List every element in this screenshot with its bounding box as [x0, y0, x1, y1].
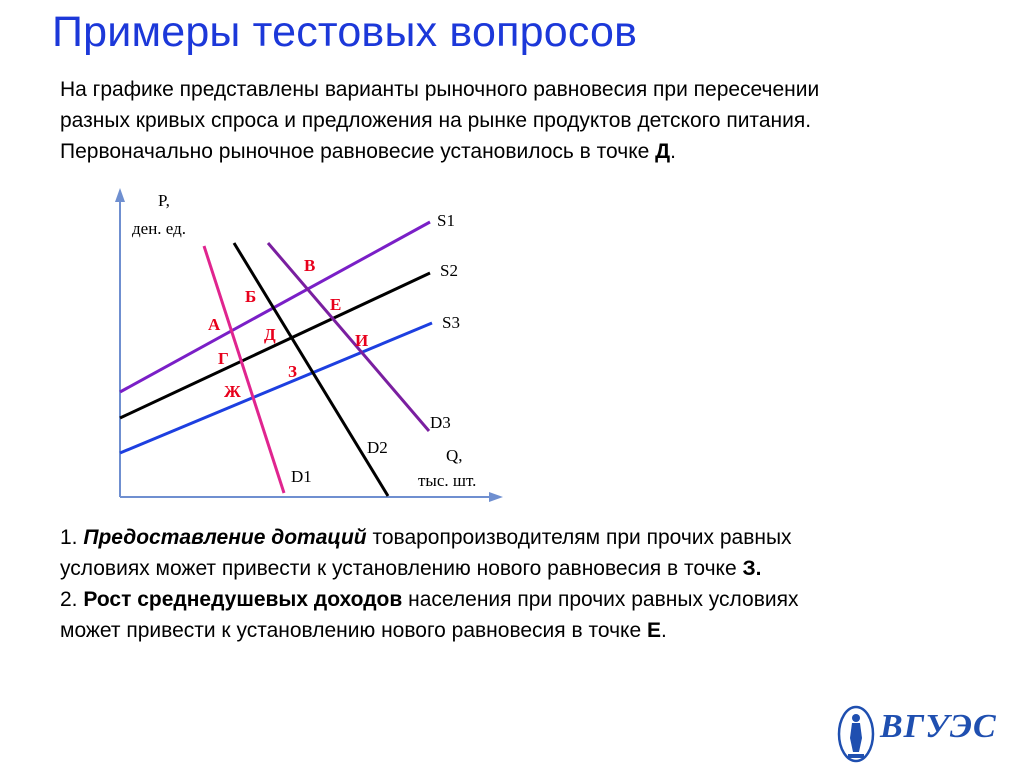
demand-curve-d1-label: D1 [291, 467, 312, 486]
supply-curve-s1-label: S1 [437, 211, 455, 230]
question-2-rest: населения при прочих равных условиях [402, 588, 799, 611]
question-1-line-2-text: условиях может привести к установлению нового равновесия в точке [60, 557, 743, 580]
supply-curve-s2 [120, 273, 430, 418]
demand-curve-d2 [234, 243, 388, 496]
supply-curve-s3 [120, 323, 432, 453]
y-axis-arrow-icon [115, 188, 125, 202]
question-1-line-2 [60, 553, 1010, 584]
x-axis-label-line-2: тыс. шт. [418, 471, 477, 490]
y-axis-label-line-2: ден. ед. [132, 219, 187, 238]
point-label-zh: Ж [224, 382, 241, 401]
statue-emblem-icon [836, 704, 876, 764]
question-1-answer: З. [742, 557, 762, 580]
question-2-line-2 [60, 615, 1010, 646]
question-2-keyword: Рост среднедушевых доходов [83, 588, 403, 611]
point-label-z: З [288, 362, 297, 381]
y-axis-label-line-1: P, [158, 191, 170, 210]
point-label-d: Д [264, 325, 276, 344]
question-1-number: 1. [60, 526, 84, 549]
point-label-v: В [304, 256, 316, 275]
point-label-e: Е [330, 295, 342, 314]
logo-wordmark: ВГУЭС [880, 708, 997, 745]
supply-curve-s2-label: S2 [440, 261, 458, 280]
page-title: Примеры тестовых вопросов [52, 8, 638, 56]
point-label-i: И [355, 331, 369, 350]
x-axis-arrow-icon [489, 492, 503, 502]
question-2-answer: Е [646, 619, 661, 642]
initial-point-label: Д [655, 140, 671, 163]
question-1-line-1 [60, 522, 1010, 553]
point-label-g: Г [218, 349, 229, 368]
question-2-line-2-text: может привести к установлению нового равновесия в точке [60, 619, 647, 642]
university-logo [836, 704, 996, 764]
intro-line-3-suffix: . [670, 140, 676, 163]
question-2-number: 2. [60, 588, 84, 611]
demand-curve-d1 [204, 246, 284, 493]
demand-curve-d2-label: D2 [367, 438, 388, 457]
point-label-b: Б [245, 287, 257, 306]
question-2-end: . [660, 619, 667, 642]
x-axis-label-line-1: Q, [446, 446, 463, 465]
intro-line-3-prefix: Первоначально рыночное равновесие установилось в точке [60, 140, 656, 163]
intro-line-2: разных кривых спроса и предложения на рынке продуктов детского питания. [60, 109, 812, 132]
supply-curve-s3-label: S3 [442, 313, 460, 332]
question-1-rest: товаропроизводителям при прочих равных [366, 526, 792, 549]
point-label-a: А [208, 315, 221, 334]
question-1-keyword: Предоставление дотаций [83, 526, 367, 549]
question-2-line-1 [60, 584, 1010, 615]
demand-curve-d3-label: D3 [430, 413, 451, 432]
supply-curve-s1 [120, 222, 430, 392]
questions-block [60, 522, 1010, 646]
intro-line-1: На графике представлены варианты рыночного равновесия при пересечении [60, 78, 820, 101]
